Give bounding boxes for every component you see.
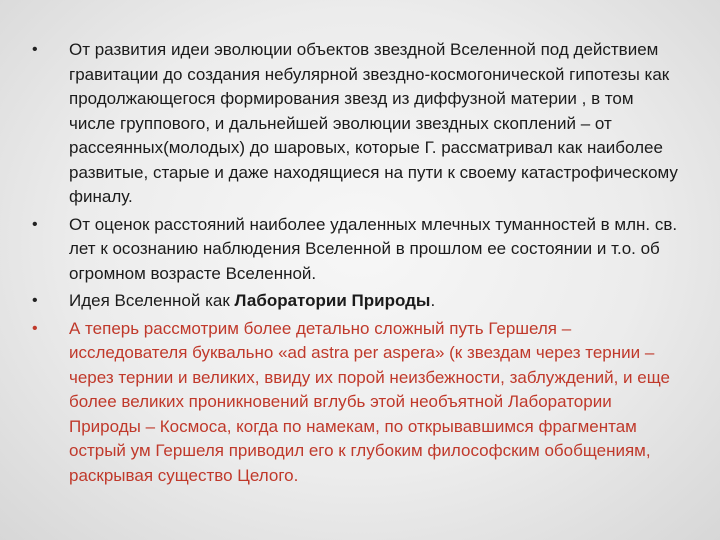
bullet-dot-icon: • (32, 292, 38, 309)
bullet-text-suffix: . (430, 291, 436, 310)
bullet-dot-icon: • (32, 41, 38, 58)
bullet-item-herschel (32, 317, 682, 489)
bullet-list (32, 38, 682, 491)
bullet-item-distances (32, 213, 682, 287)
bullet-dot-icon: • (32, 319, 38, 337)
bullet-text: А теперь рассмотрим более детально сложный путь Гершеля – исследователя буквально «ad astra per aspera» (к звездам через тернии – через тернии и великих, ввиду их порой неизбежности, заблуждений, и еще более великих проникновений вглубь этой необъятной Лаборатории Природы – Космоса, когда по намекам, по открывавшимся фрагментам острый ум Гершеля приводил его к глубоким философским обобщениям, раскрывая существо Целого. (69, 318, 670, 485)
bullet-text: От развития идеи эволюции объектов звездной Вселенной под действием гравитации до создания небулярной звездно-космогонической гипотезы как продолжающегося формирования звезд из диффузной материи , в том числе группового, и дальнейшей эволюции звездных скоплений – от рассеянных(молодых) до шаровых, которые Г. рассматривал как наиболее развитые, старые и даже находящиеся на пути к своему катастрофическому финалу. (69, 40, 678, 206)
bullet-item-laboratory (32, 289, 682, 314)
bullet-text: От оценок расстояний наиболее удаленных млечных туманностей в млн. св. лет к осознанию наблюдения Вселенной в прошлом ее состоянии и т.о. об огромном возрасте Вселенной. (69, 214, 678, 283)
bullet-text-bold: Лаборатории Природы (234, 291, 431, 310)
bullet-text-prefix: Идея Вселенной как (69, 291, 235, 310)
bullet-item-evolution (32, 38, 682, 210)
bullet-dot-icon: • (32, 215, 38, 233)
